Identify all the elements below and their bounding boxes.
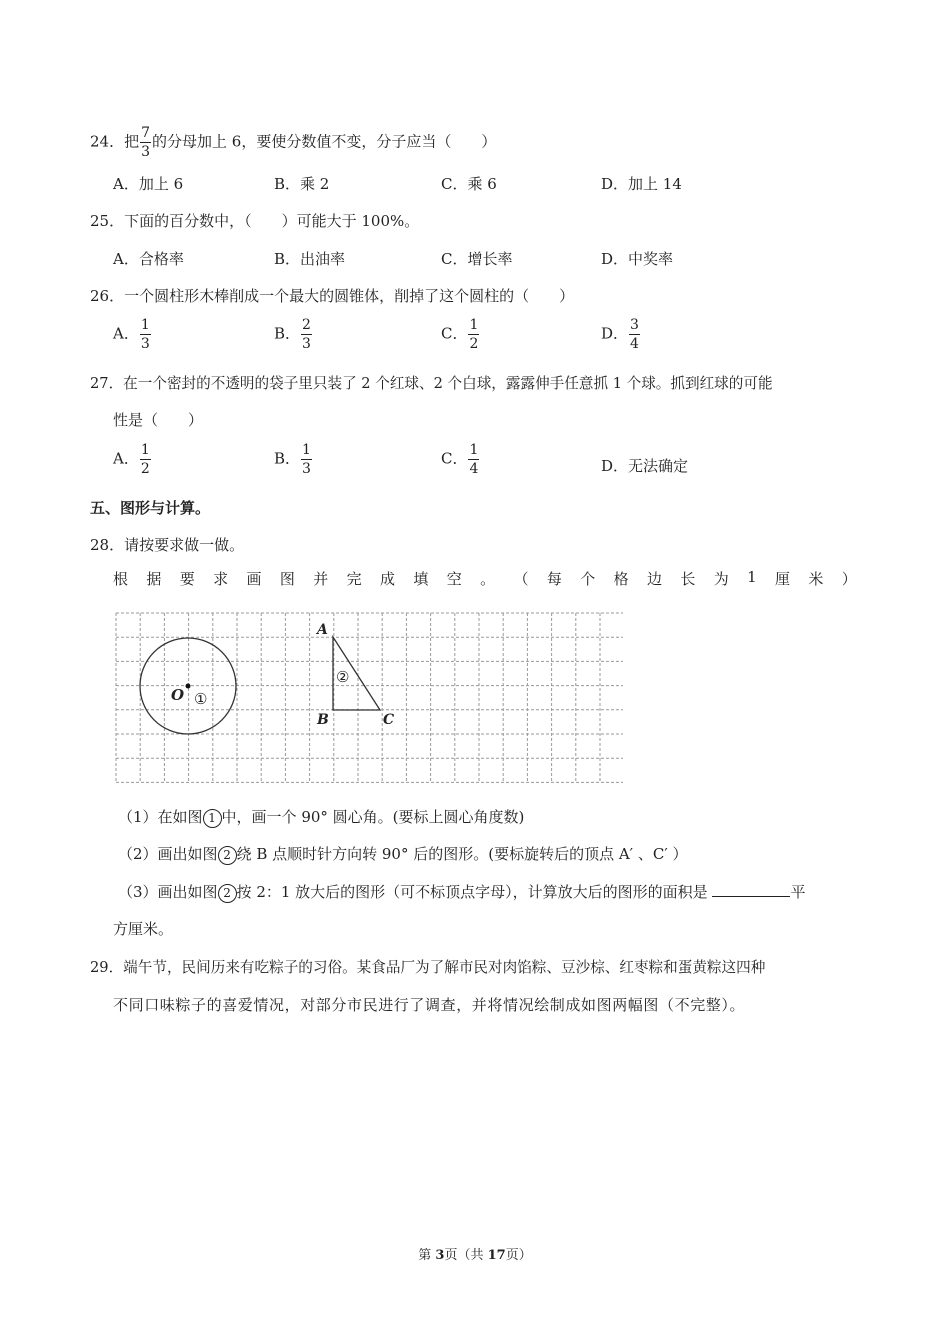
instruction-char: 空	[446, 570, 462, 588]
label-a: A	[317, 622, 328, 638]
question-number: 24．	[90, 132, 125, 151]
label-o: O	[171, 686, 185, 704]
circled-number: 1	[203, 809, 222, 828]
instruction-char: 画	[246, 570, 262, 588]
instruction-char: 完	[346, 570, 362, 588]
fraction-numerator: 7	[141, 125, 151, 141]
sub-text-pre: （1）在如图	[118, 808, 203, 826]
question-26: 26．一个圆柱形木棒削成一个最大的圆锥体，削掉了这个圆柱的（ ）	[90, 287, 575, 305]
instruction-char: 格	[613, 570, 629, 588]
circled-number: 2	[218, 846, 237, 865]
option-d	[601, 318, 641, 351]
sub-text-pre: （2）画出如图	[118, 845, 218, 863]
instruction-char: 边	[647, 570, 663, 588]
circled-number: 2	[218, 884, 237, 903]
footer-pre: 第	[418, 1248, 436, 1263]
option-c: C．乘 6	[441, 175, 497, 193]
question-text-post: 的分母加上 6，要使分数值不变，分子应当（ ）	[152, 132, 497, 151]
instruction-char: 米	[808, 570, 824, 588]
page-footer	[0, 1244, 950, 1263]
option-b: B．乘 2	[274, 175, 330, 193]
option-label: C．	[441, 324, 468, 343]
instruction-char: 求	[213, 570, 229, 588]
fraction	[140, 318, 151, 351]
fraction	[301, 443, 312, 476]
fraction-numerator: 3	[630, 317, 639, 333]
instruction-char: 。	[480, 570, 496, 588]
question-28: 28．请按要求做一做。	[90, 536, 245, 554]
question-29-line1: 29．端午节，民间历来有吃粽子的习俗。某食品厂为了解市民对肉馅粽、豆沙棕、红枣粽和蛋黄粽这四种	[90, 959, 766, 976]
sub-text-mid: 按 2：1 放大后的图形（可不标顶点字母），计算放大后的图形的面积是	[236, 883, 713, 901]
option-b: B．出油率	[274, 250, 346, 268]
fraction-denominator: 3	[302, 461, 311, 477]
option-label: C．	[441, 449, 468, 468]
current-page: 3	[435, 1248, 445, 1263]
option-label: A．	[113, 449, 139, 468]
instruction-char: 个	[580, 570, 596, 588]
instruction-char: （	[513, 570, 529, 588]
center-point-o	[186, 684, 191, 689]
fraction-denominator: 3	[140, 336, 150, 352]
fraction	[629, 318, 640, 351]
label-figure-1: ①	[194, 690, 208, 708]
answer-blank[interactable]	[712, 882, 790, 897]
question-24	[90, 126, 496, 159]
option-a: A．合格率	[113, 250, 184, 268]
option-a	[113, 318, 152, 351]
fraction	[301, 318, 312, 351]
total-pages: 17	[487, 1248, 506, 1263]
question-27-line2: 性是（ ）	[113, 411, 204, 429]
fraction-numerator: 1	[140, 442, 150, 458]
option-d: D．加上 14	[601, 175, 682, 193]
fraction-numerator: 1	[469, 442, 479, 458]
instruction-char: 成	[380, 570, 396, 588]
fraction	[468, 443, 479, 476]
instruction-char: 根	[113, 570, 129, 588]
option-label: D．	[601, 324, 629, 343]
fraction-denominator: 3	[141, 144, 151, 160]
sub-question-3-line2: 方厘米。	[113, 920, 174, 938]
grid-figure	[115, 612, 623, 784]
fraction-denominator: 4	[469, 461, 479, 477]
option-label: A．	[113, 324, 139, 343]
instruction-char: 并	[313, 570, 329, 588]
instruction-char: 厘	[775, 570, 791, 588]
fraction	[140, 126, 151, 159]
fraction-denominator: 2	[140, 461, 150, 477]
fraction-denominator: 2	[469, 336, 479, 352]
question-text-pre: 把	[124, 132, 140, 151]
sub-text-pre: （3）画出如图	[118, 883, 218, 901]
label-c: C	[383, 712, 395, 728]
option-a: A．加上 6	[113, 175, 184, 193]
question-25: 25．下面的百分数中，（ ）可能大于 100%。	[90, 212, 420, 230]
footer-mid: 页（共	[444, 1248, 488, 1263]
fraction-denominator: 4	[630, 336, 639, 352]
option-b	[274, 318, 313, 351]
instruction-char: 每	[546, 570, 562, 588]
sub-text-post: 平	[790, 883, 806, 901]
option-a	[113, 443, 152, 476]
fraction-numerator: 2	[302, 317, 311, 333]
sub-question-3	[118, 881, 805, 903]
instruction-char: 据	[146, 570, 162, 588]
option-c: C．增长率	[441, 250, 513, 268]
instruction-char: 1	[747, 568, 757, 586]
instruction-char: ）	[841, 570, 857, 588]
section-heading: 五、图形与计算。	[90, 499, 211, 517]
option-d: D．中奖率	[601, 250, 674, 268]
option-d: D．无法确定	[601, 457, 689, 475]
fraction-numerator: 1	[469, 317, 479, 333]
fraction	[140, 443, 151, 476]
instruction-char: 填	[413, 570, 429, 588]
question-29-line2: 不同口味粽子的喜爱情况，对部分市民进行了调查，并将情况绘制成如图两幅图（不完整）。	[113, 996, 746, 1014]
sub-text-post: 中，画一个 90° 圆心角。(要标上圆心角度数)	[221, 808, 525, 826]
sub-question-2	[118, 843, 688, 865]
option-b	[274, 443, 313, 476]
fraction	[468, 318, 479, 351]
instruction-char: 为	[713, 570, 729, 588]
instruction-char: 图	[279, 570, 295, 588]
instruction-char: 要	[179, 570, 195, 588]
instruction-char: 长	[680, 570, 696, 588]
fraction-numerator: 1	[302, 442, 311, 458]
sub-question-1	[118, 806, 524, 828]
option-label: B．	[274, 449, 301, 468]
label-figure-2: ②	[336, 668, 350, 686]
option-label: B．	[274, 324, 301, 343]
question-27-line1: 27．在一个密封的不透明的袋子里只装了 2 个红球、2 个白球，露露伸手任意抓 1 个球。抓到红球的可能	[90, 375, 773, 392]
option-c	[441, 318, 480, 351]
fraction-numerator: 1	[140, 317, 150, 333]
question-28-instruction	[113, 568, 857, 589]
footer-post: 页）	[505, 1248, 532, 1263]
label-b: B	[317, 712, 329, 728]
sub-text-post: 绕 B 点顺时针方向转 90° 后的图形。(要标旋转后的顶点 A′ 、C′ ）	[236, 845, 688, 863]
option-c	[441, 443, 480, 476]
fraction-denominator: 3	[302, 336, 311, 352]
